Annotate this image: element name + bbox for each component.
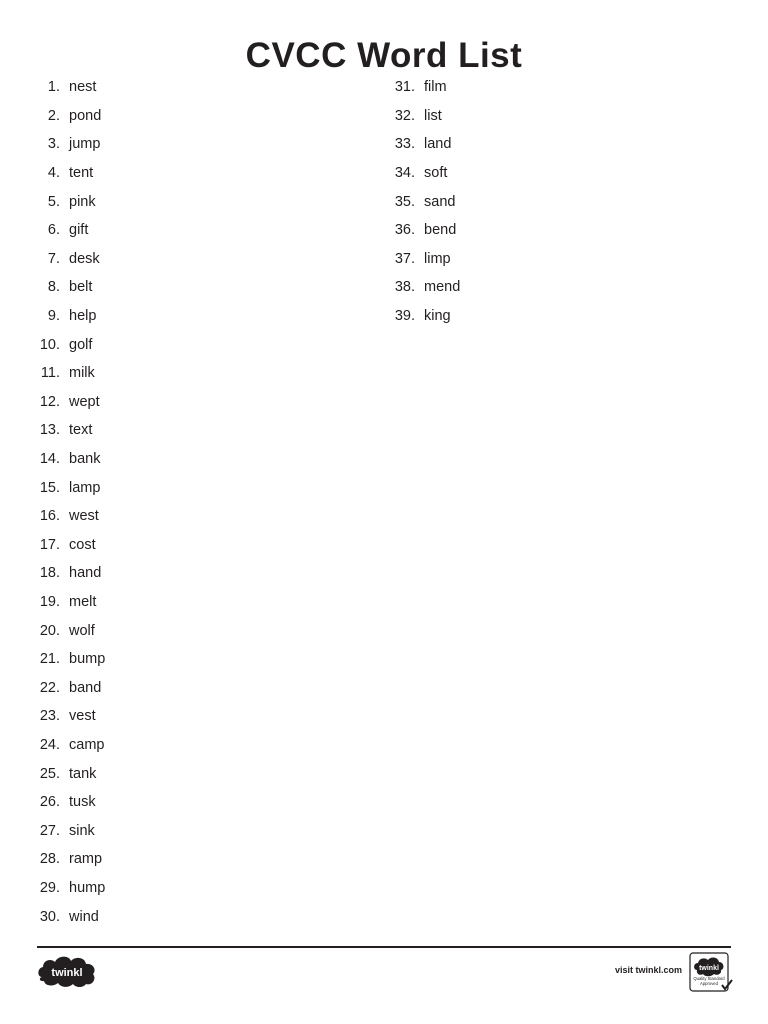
item-word: ramp [69,851,103,868]
item-word: land [424,136,452,153]
item-word: pond [69,107,102,124]
list-item [30,216,105,245]
list-item [30,731,105,760]
item-number: 11. [40,365,60,382]
item-number: 28. [39,851,60,868]
item-number: 27. [39,822,60,839]
item-number: 1. [47,79,60,96]
list-item [385,302,460,331]
item-word: wolf [69,622,95,639]
logo-text: twinkl [51,967,83,979]
visit-link[interactable]: visit twinkl.com [614,965,682,975]
item-number: 37. [394,250,415,267]
item-number: 33. [394,136,415,153]
item-word: camp [69,736,105,753]
list-item [385,159,460,188]
list-item [30,330,105,359]
list-item [30,159,105,188]
item-number: 36. [394,222,415,239]
item-word: bump [69,651,106,668]
item-number: 6. [47,222,60,239]
item-number: 35. [394,193,415,210]
item-number: 10. [39,336,60,353]
item-number: 22. [39,679,60,696]
item-word: wept [69,393,100,410]
item-number: 9. [47,308,60,325]
item-word: pink [69,193,96,210]
item-word: vest [69,708,96,725]
item-word: mend [424,279,461,296]
item-word: wind [69,908,99,925]
list-item [30,759,105,788]
item-word: cost [69,536,96,553]
item-word: text [69,422,93,439]
list-item [30,273,105,302]
item-word: soft [424,165,448,182]
badge-line-1: Quality Standard [693,976,725,981]
item-word: tent [69,165,94,182]
list-item [30,673,105,702]
item-number: 7. [47,250,60,267]
item-word: film [424,79,447,96]
item-number: 16. [39,508,60,525]
item-number: 38. [394,279,415,296]
item-number: 20. [39,622,60,639]
word-list-right [385,73,460,330]
list-item [30,445,105,474]
list-item [30,473,105,502]
list-item [385,102,460,131]
list-item [30,616,105,645]
list-item [30,531,105,560]
list-item [30,73,105,102]
list-item [30,788,105,817]
item-word: sink [69,822,95,839]
item-number: 4. [47,165,60,182]
item-word: list [424,107,442,124]
item-word: help [69,308,97,325]
list-item [385,216,460,245]
list-item [385,187,460,216]
item-number: 21. [39,651,60,668]
list-item [385,245,460,274]
item-word: lamp [69,479,101,496]
quality-standard-badge [689,952,733,994]
list-item [30,645,105,674]
item-word: jump [69,136,101,153]
item-number: 12. [39,393,60,410]
item-word: tusk [69,794,96,811]
item-word: tank [69,765,97,782]
list-item [30,416,105,445]
list-item [30,559,105,588]
list-item [30,702,105,731]
item-word: sand [424,193,456,210]
item-number: 15. [39,479,60,496]
item-number: 14. [39,451,60,468]
item-number: 25. [39,765,60,782]
list-item [30,187,105,216]
list-item [385,73,460,102]
item-word: hand [69,565,102,582]
item-number: 39. [394,308,415,325]
item-number: 5. [47,193,60,210]
badge-brand-text: twinkl [699,965,719,972]
page-title: CVCC Word List [245,36,523,75]
item-word: hump [69,879,106,896]
item-number: 29. [39,879,60,896]
word-list-left [30,73,105,931]
item-number: 26. [39,794,60,811]
list-item [30,902,105,931]
item-word: desk [69,250,100,267]
list-item [30,874,105,903]
item-number: 18. [39,565,60,582]
item-word: bank [69,451,101,468]
list-item [30,359,105,388]
item-word: milk [69,365,95,382]
item-word: limp [424,250,451,267]
item-number: 13. [39,422,60,439]
list-item [30,845,105,874]
list-item [30,102,105,131]
item-word: king [424,308,451,325]
item-number: 19. [39,593,60,610]
item-number: 2. [47,107,60,124]
list-item [30,388,105,417]
list-item [30,588,105,617]
list-item [30,502,105,531]
list-item [385,130,460,159]
list-item [385,273,460,302]
item-number: 8. [47,279,60,296]
item-word: band [69,679,102,696]
list-item [30,130,105,159]
item-word: golf [69,336,93,353]
badge-line-2: Approved [700,981,718,986]
item-word: melt [69,593,97,610]
item-number: 17. [39,536,60,553]
item-word: belt [69,279,93,296]
item-number: 24. [39,736,60,753]
list-item [30,302,105,331]
list-item [30,245,105,274]
item-word: nest [69,79,97,96]
item-number: 32. [394,107,415,124]
item-word: gift [69,222,89,239]
item-number: 23. [39,708,60,725]
twinkl-logo[interactable] [36,953,98,989]
item-number: 31. [394,79,415,96]
item-word: bend [424,222,457,239]
list-item [30,816,105,845]
item-word: west [69,508,99,525]
item-number: 30. [39,908,60,925]
footer-divider [37,946,731,948]
item-number: 34. [394,165,415,182]
item-number: 3. [47,136,60,153]
